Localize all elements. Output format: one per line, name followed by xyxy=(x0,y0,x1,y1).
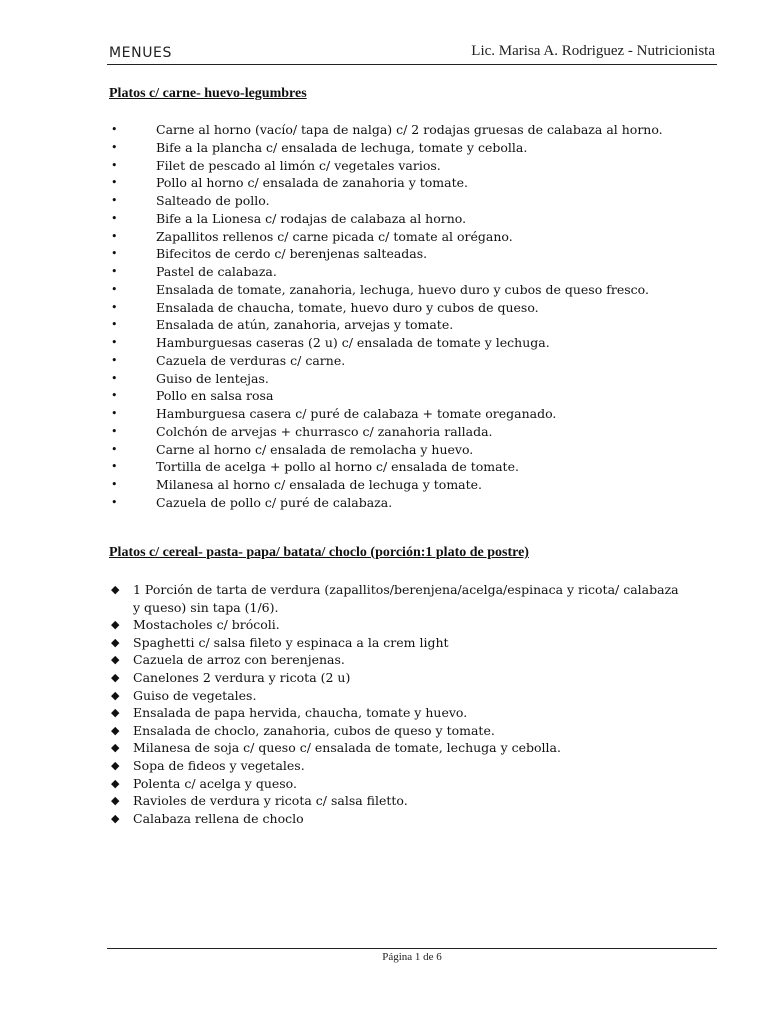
list-item xyxy=(0,775,768,793)
list-item xyxy=(0,441,768,459)
bullet-icon: ◆ xyxy=(111,758,120,772)
list-item-text: Colchón de arvejas + churrasco c/ zanahoria rallada. xyxy=(156,423,493,439)
bullet-icon: • xyxy=(111,495,118,509)
section-title-cereal: Platos c/ cereal- pasta- papa/ batata/ choclo (porción:1 plato de postre) xyxy=(109,545,529,560)
list-item xyxy=(0,616,768,634)
list-item-text: Ensalada de tomate, zanahoria, lechuga, huevo duro y cubos de queso fresco. xyxy=(156,281,649,297)
list-item-text: Ensalada de atún, zanahoria, arvejas y tomate. xyxy=(156,317,454,333)
list-item xyxy=(0,494,768,512)
list-item xyxy=(0,299,768,317)
bullet-icon: • xyxy=(111,424,118,438)
list-platos-cereal xyxy=(0,581,768,827)
bullet-icon: • xyxy=(111,371,118,385)
bullet-icon: • xyxy=(111,318,118,332)
list-item-text: Cazuela de arroz con berenjenas. xyxy=(133,652,345,668)
list-item xyxy=(0,387,768,405)
footer-divider xyxy=(107,948,717,949)
list-item xyxy=(0,121,768,139)
header-title: MENUES xyxy=(109,45,172,61)
bullet-icon: • xyxy=(111,123,118,136)
list-item-text: Canelones 2 verdura y ricota (2 u) xyxy=(133,669,351,685)
section-title-carne: Platos c/ carne- huevo-legumbres xyxy=(109,86,307,101)
list-item xyxy=(0,174,768,192)
page-number: Página 1 de 6 xyxy=(382,951,442,963)
page-header xyxy=(107,42,717,65)
bullet-icon: • xyxy=(111,229,118,243)
header-author: Lic. Marisa A. Rodriguez - Nutricionista xyxy=(471,43,715,59)
list-item xyxy=(0,228,768,246)
bullet-icon: • xyxy=(111,407,118,420)
list-item xyxy=(0,263,768,281)
list-item-text: Filet de pescado al limón c/ vegetales varios. xyxy=(156,157,441,173)
list-item xyxy=(0,281,768,299)
list-item-text: Hamburguesas caseras (2 u) c/ ensalada de tomate y lechuga. xyxy=(156,335,550,350)
bullet-icon: ◆ xyxy=(111,776,120,790)
list-item xyxy=(0,210,768,228)
list-item-text: Cazuela de pollo c/ puré de calabaza. xyxy=(156,494,393,510)
list-item xyxy=(0,792,768,810)
list-item-text: Pollo en salsa rosa xyxy=(156,388,274,404)
bullet-icon: • xyxy=(111,353,118,367)
list-item-text: Ensalada de choclo, zanahoria, cubos de queso y tomate. xyxy=(133,722,495,738)
bullet-icon: ◆ xyxy=(111,618,120,632)
list-item xyxy=(0,757,768,775)
list-item xyxy=(0,352,768,370)
bullet-icon: • xyxy=(111,140,118,154)
list-item-text: Milanesa de soja c/ queso c/ ensalada de tomate, lechuga y cebolla. xyxy=(133,740,561,756)
list-item xyxy=(0,687,768,705)
bullet-icon: ◆ xyxy=(111,794,120,808)
list-item-text: Ravioles de verdura y ricota c/ salsa filetto. xyxy=(133,793,408,809)
bullet-icon: ◆ xyxy=(111,688,120,702)
list-item xyxy=(0,405,768,423)
bullet-icon: • xyxy=(111,478,118,491)
list-item xyxy=(0,334,768,352)
list-item-text: Cazuela de verduras c/ carne. xyxy=(156,352,346,368)
bullet-icon: • xyxy=(111,442,118,456)
bullet-icon: • xyxy=(111,460,118,474)
bullet-icon: • xyxy=(111,194,118,207)
bullet-icon: • xyxy=(111,265,118,278)
list-item xyxy=(0,245,768,263)
bullet-icon: ◆ xyxy=(111,706,120,720)
list-item xyxy=(0,739,768,757)
bullet-icon: • xyxy=(111,282,118,296)
bullet-icon: ◆ xyxy=(111,635,120,649)
bullet-icon: ◆ xyxy=(111,583,120,596)
bullet-icon: ◆ xyxy=(111,670,120,684)
bullet-icon: • xyxy=(111,300,118,314)
list-item xyxy=(0,139,768,157)
list-item xyxy=(0,458,768,476)
list-item-text: Ensalada de papa hervida, chaucha, tomate y huevo. xyxy=(133,705,468,721)
list-item-text: Sopa de fideos y vegetales. xyxy=(133,757,305,773)
list-platos-carne xyxy=(0,121,768,512)
list-item-text: Bifecitos de cerdo c/ berenjenas salteadas. xyxy=(156,246,428,262)
bullet-icon: ◆ xyxy=(111,723,120,737)
list-item xyxy=(0,476,768,494)
list-item xyxy=(0,634,768,652)
bullet-icon: • xyxy=(111,211,118,225)
bullet-icon: ◆ xyxy=(111,653,120,667)
list-item-text: Tortilla de acelga + pollo al horno c/ ensalada de tomate. xyxy=(156,459,519,475)
list-item xyxy=(0,651,768,669)
list-item-text: Polenta c/ acelga y queso. xyxy=(133,775,297,791)
list-item xyxy=(0,581,768,616)
list-item-text: Pollo al horno c/ ensalada de zanahoria y tomate. xyxy=(156,175,468,191)
list-item-text: Calabaza rellena de choclo xyxy=(133,810,304,826)
list-item xyxy=(0,669,768,687)
list-item xyxy=(0,704,768,722)
list-item-text: Carne al horno (vacío/ tapa de nalga) c/ 2 rodajas gruesas de calabaza al horno. xyxy=(156,122,663,137)
list-item-text: Hamburguesa casera c/ puré de calabaza + tomate oreganado. xyxy=(156,406,557,421)
bullet-icon: • xyxy=(111,176,118,190)
list-item-text: Spaghetti c/ salsa fileto y espinaca a la crem light xyxy=(133,634,449,650)
list-item xyxy=(0,157,768,175)
list-item xyxy=(0,316,768,334)
list-item-text: Salteado de pollo. xyxy=(156,193,270,208)
bullet-icon: • xyxy=(111,158,118,172)
list-item xyxy=(0,192,768,210)
list-item-text: Guiso de vegetales. xyxy=(133,687,257,703)
list-item-text: Mostacholes c/ brócoli. xyxy=(133,617,280,633)
list-item-text: Bife a la plancha c/ ensalada de lechuga, tomate y cebolla. xyxy=(156,139,528,155)
list-item xyxy=(0,810,768,828)
bullet-icon: ◆ xyxy=(111,741,120,755)
bullet-icon: • xyxy=(111,247,118,261)
list-item-text: Bife a la Lionesa c/ rodajas de calabaza al horno. xyxy=(156,210,467,226)
list-item-text: Zapallitos rellenos c/ carne picada c/ tomate al orégano. xyxy=(156,228,513,244)
list-item-text: Milanesa al horno c/ ensalada de lechuga y tomate. xyxy=(156,477,483,492)
list-item-text: Ensalada de chaucha, tomate, huevo duro y cubos de queso. xyxy=(156,299,539,315)
list-item-text: Guiso de lentejas. xyxy=(156,370,269,386)
bullet-icon: • xyxy=(111,389,118,403)
bullet-icon: • xyxy=(111,336,118,349)
list-item-text: Pastel de calabaza. xyxy=(156,264,277,279)
list-item xyxy=(0,423,768,441)
bullet-icon: ◆ xyxy=(111,811,120,825)
list-item xyxy=(0,722,768,740)
list-item-text: 1 Porción de tarta de verdura (zapallitos/berenjena/acelga/espinaca y ricota/ calabaza y queso) sin tapa (1/6). xyxy=(133,582,679,615)
list-item-text: Carne al horno c/ ensalada de remolacha y huevo. xyxy=(156,441,474,457)
list-item xyxy=(0,370,768,388)
